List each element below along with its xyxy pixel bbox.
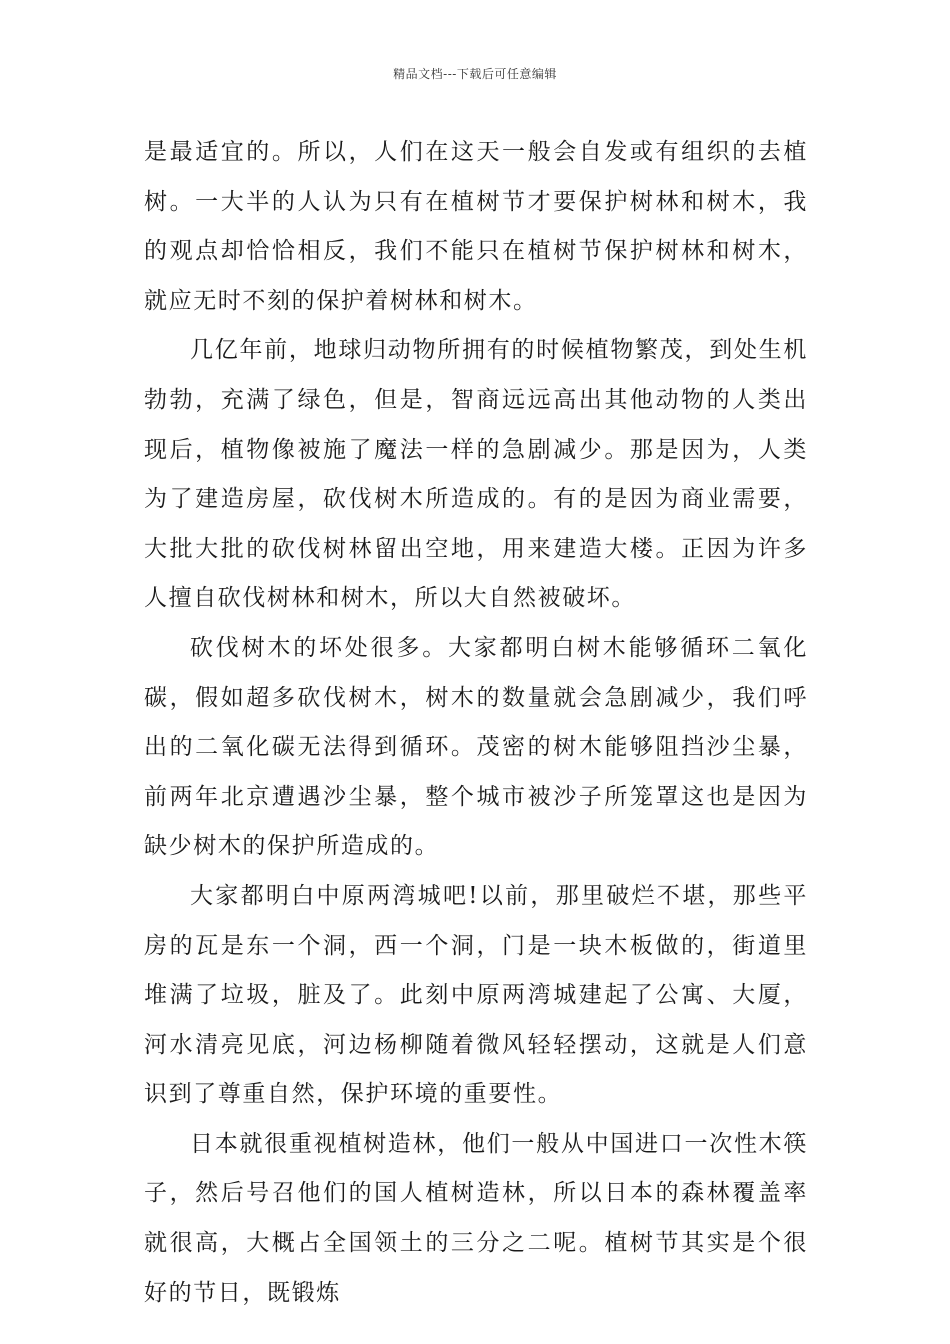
paragraph-5: 日本就很重视植树造林，他们一般从中国进口一次性木筷子，然后号召他们的国人植树造林，所以日本的森林覆盖率就很高，大概占全国领土的三分之二呢。植树节其实是个很好的节日，既锻炼 xyxy=(144,1130,808,1306)
paragraph-2: 几亿年前，地球归动物所拥有的时候植物繁茂，到处生机勃勃，充满了绿色，但是，智商远远高出其他动物的人类出现后，植物像被施了魔法一样的急剧减少。那是因为，人类为了建造房屋，砍伐树木所造成的。有的是因为商业需要，大批大批的砍伐树林留出空地，用来建造大楼。正因为许多人擅自砍伐树林和树木，所以大自然被破坏。 xyxy=(144,337,808,612)
paragraph-1: 是最适宜的。所以，人们在这天一般会自发或有组织的去植树。一大半的人认为只有在植树节才要保护树林和树木，我的观点却恰恰相反，我们不能只在植树节保护树林和树木，就应无时不刻的保护着树林和树木。 xyxy=(144,139,808,314)
body-text xyxy=(144,128,808,1318)
paragraph-3: 砍伐树木的坏处很多。大家都明白树木能够循环二氧化碳，假如超多砍伐树木，树木的数量就会急剧减少，我们呼出的二氧化碳无法得到循环。茂密的树木能够阻挡沙尘暴，前两年北京遭遇沙尘暴，整个城市被沙子所笼罩这也是因为缺少树木的保护所造成的。 xyxy=(144,634,808,860)
page-header: 精品文档---下载后可任意编辑 xyxy=(393,67,557,81)
paragraph-4: 大家都明白中原两湾城吧!以前，那里破烂不堪，那些平房的瓦是东一个洞，西一个洞，门是一块木板做的，街道里堆满了垃圾，脏及了。此刻中原两湾城建起了公寓、大厦，河水清亮见底，河边杨柳随着微风轻轻摆动，这就是人们意识到了尊重自然，保护环境的重要性。 xyxy=(144,882,808,1108)
